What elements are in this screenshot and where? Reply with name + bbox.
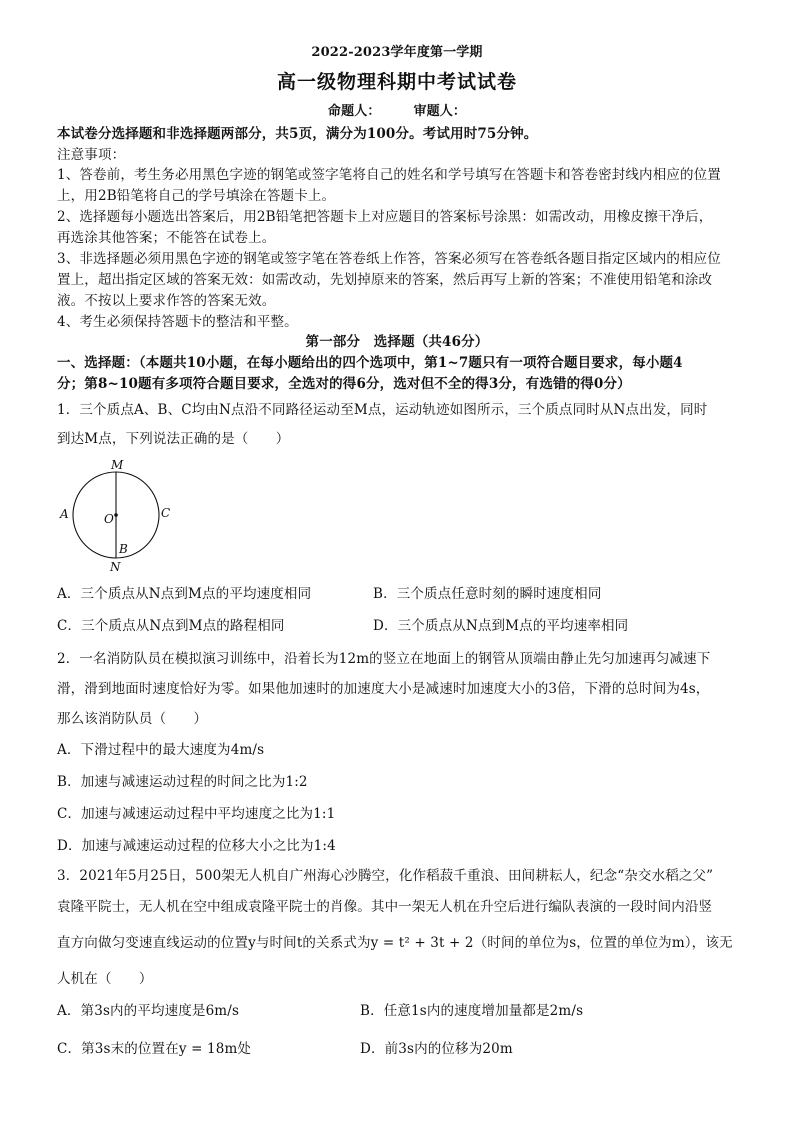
label-o: O <box>104 512 114 526</box>
section-instructions: 分；第8~10题有多项符合题目要求，全选对的得6分，选对但不全的得3分，有选错的得0分） <box>57 376 631 392</box>
page-title: 高一级物理科期中考试试卷 <box>276 71 517 93</box>
q3-option-a: A．第3s内的平均速度是6m/s <box>57 1003 240 1019</box>
circle-path-diagram <box>55 455 185 575</box>
q1-option-a: A．三个质点从N点到M点的平均速度相同 <box>57 586 312 602</box>
note-line: 2、选择题每小题选出答案后，用2B铅笔把答题卡上对应题目的答案标号涂黑：如需改动，用橡皮擦干净后， <box>57 209 713 225</box>
note-line: 上，用2B铅笔将自己的学号填涂在答题卡上。 <box>57 188 336 204</box>
q1-option-d: D．三个质点从N点到M点的平均速率相同 <box>373 618 629 634</box>
part-heading: 第一部分 选择题（共46分） <box>305 334 489 350</box>
question-3-text: 直方向做匀变速直线运动的位置y与时间t的关系式为y = t² + 3t + 2（时间的单位为s，位置的单位为m），该无 <box>57 935 733 951</box>
question-2-text: 2．一名消防队员在模拟演习训练中，沿着长为12m的竖立在地面上的钢管从顶端由静止先匀加速再匀减速下 <box>57 651 711 667</box>
q1-option-b: B．三个质点任意时刻的瞬时速度相同 <box>373 586 602 602</box>
note-line: 置上，超出指定区域的答案无效：如需改动，先划掉原来的答案，然后再写上新的答案；不准使用铅笔和涂改 <box>57 272 713 288</box>
question-1-text: 到达M点，下列说法正确的是（ ） <box>57 431 290 447</box>
note-line: 1、答卷前，考生务必用黑色字迹的钢笔或签字笔将自己的姓名和学号填写在答题卡和答卷密封线内相应的位置 <box>57 167 721 183</box>
q3-option-d: D．前3s内的位移为20m <box>360 1041 513 1057</box>
question-1-text: 1．三个质点A、B、C均由N点沿不同路径运动至M点，运动轨迹如图所示，三个质点同时从N点出发，同时 <box>57 402 708 418</box>
term-label: 2022-2023学年度第一学期 <box>311 45 483 60</box>
q2-option-b: B．加速与减速运动过程的时间之比为1:2 <box>57 774 308 790</box>
question-3-text: 袁隆平院士，无人机在空中组成袁隆平院士的肖像。其中一架无人机在升空后进行编队表演的一段时间内沿竖 <box>57 899 713 915</box>
authors-line: 命题人： 审题人： <box>327 104 467 119</box>
note-line: 再选涂其他答案；不能答在试卷上。 <box>57 230 276 246</box>
q2-option-d: D．加速与减速运动过程的位移大小之比为1:4 <box>57 838 336 854</box>
question-3-text: 人机在（ ） <box>57 971 153 987</box>
section-instructions: 一、选择题：（本题共10小题，在每小题给出的四个选项中，第1~7题只有一项符合题目要求，每小题4 <box>57 355 683 371</box>
notes-title: 注意事项： <box>57 147 126 163</box>
exam-summary: 本试卷分选择题和非选择题两部分，共5页，满分为100分。考试用时75分钟。 <box>57 126 538 142</box>
label-a: A <box>60 507 69 521</box>
q1-option-c: C．三个质点从N点到M点的路程相同 <box>57 618 285 634</box>
question-3-text: 3．2021年5月25日，500架无人机自广州海心沙腾空，化作稻菽千重浪、田间耕耘人，纪念“杂交水稻之父” <box>57 868 714 884</box>
q3-option-b: B．任意1s内的速度增加量都是2m/s <box>360 1003 584 1019</box>
q2-option-c: C．加速与减速运动过程中平均速度之比为1:1 <box>57 806 336 822</box>
label-m: M <box>111 458 124 472</box>
question-2-text: 滑，滑到地面时速度恰好为零。如果他加速时的加速度大小是减速时加速度大小的3倍，下滑的总时间为4s， <box>57 681 710 697</box>
note-line: 液。不按以上要求作答的答案无效。 <box>57 293 276 309</box>
question-2-text: 那么该消防队员（ ） <box>57 711 208 727</box>
q3-option-c: C．第3s末的位置在y = 18m处 <box>57 1041 252 1057</box>
label-c: C <box>161 506 171 520</box>
note-line: 4、考生必须保持答题卡的整洁和平整。 <box>57 314 298 330</box>
q2-option-a: A．下滑过程中的最大速度为4m/s <box>57 742 265 758</box>
center-point <box>114 513 118 517</box>
note-line: 3、非选择题必须用黑色字迹的钢笔或签字笔在答卷纸上作答，答案必须写在答卷纸各题目指定区域内的相应位 <box>57 251 721 267</box>
label-b: B <box>119 542 128 556</box>
label-n: N <box>110 560 121 574</box>
